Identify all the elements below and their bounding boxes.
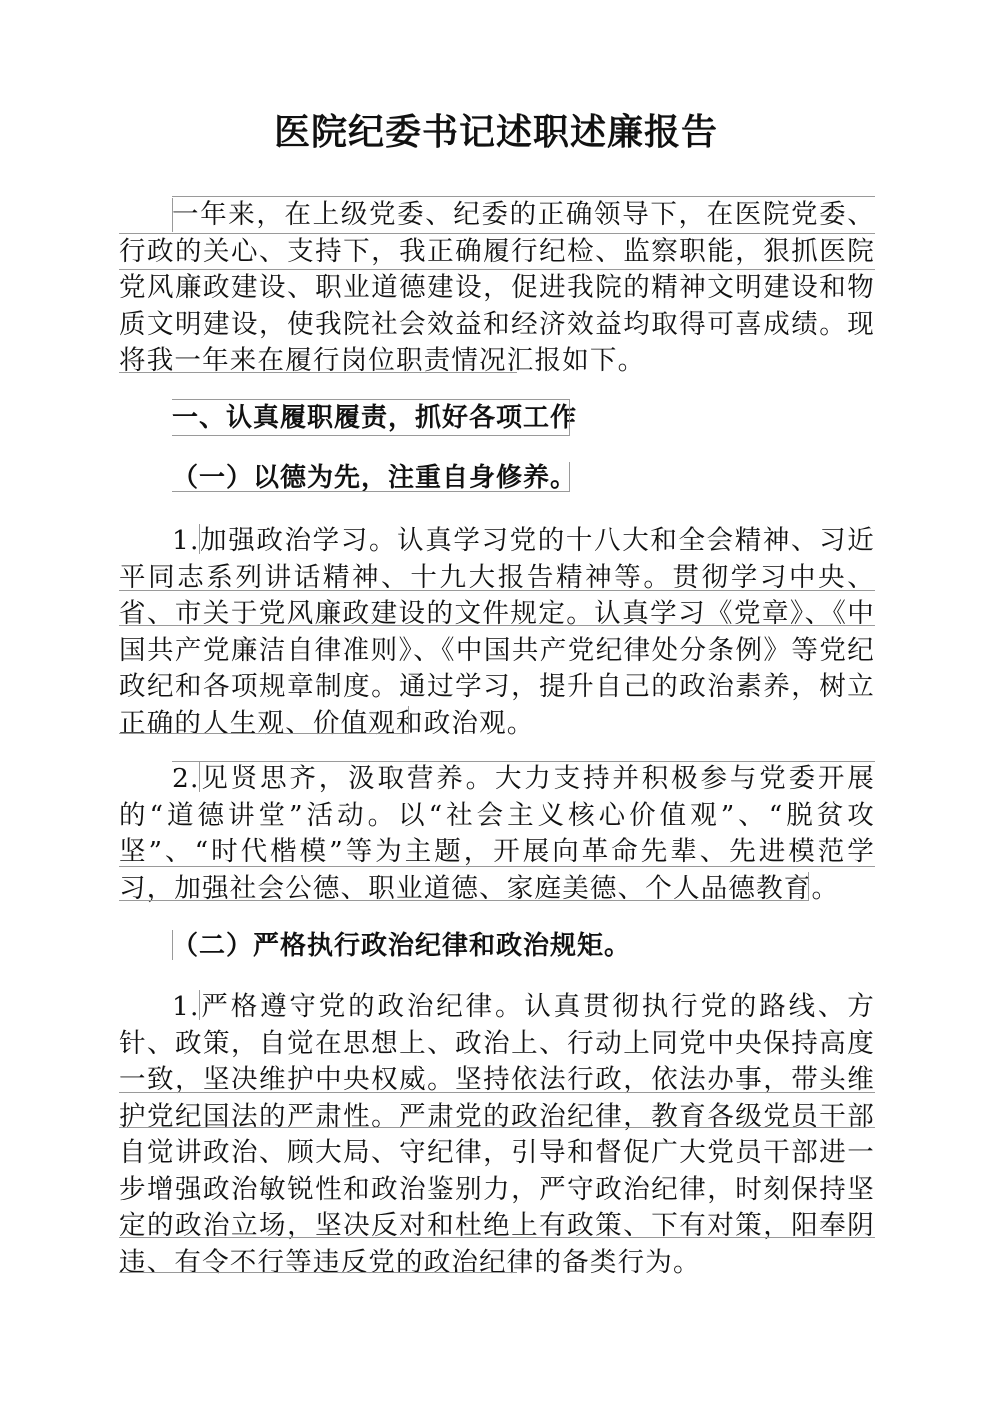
section-heading-1: 一、认真履职履责，抓好各项工作 [172, 403, 578, 433]
rule-line [119, 625, 875, 626]
rule-line [119, 900, 809, 901]
rule-line [119, 733, 409, 734]
rule-line [119, 269, 875, 270]
rule-line [172, 198, 173, 232]
rule-line [172, 399, 570, 400]
subsection-1-item-2: 2.见贤思齐，汲取营养。大力支持并积极参与党委开展的“道德讲堂”活动。以“社会主义核心价值观”、“脱贫攻坚”、“时代楷模”等为主题，开展向革命先辈、先进模范学习，加强社会公德、职业道德、家庭美德、个人品德教育。 [119, 763, 875, 904]
subsection-2-item-1: 1.严格遵守党的政治纪律。认真贯彻执行党的路线、方针、政策，自觉在思想上、政治上、行动上同党中央保持高度一致，坚决维护中央权威。坚持依法行政，依法办事，带头维护党纪国法的严肃性。严肃党的政治纪律，教育各级党员干部自觉讲政治、顾大局、守纪律，引导和督促广大党员干部进一步增强政治敏锐性和政治鉴别力，严守政治纪律，时刻保持坚定的政治立场，坚决反对和杜绝上有政策、下有对策，阳奉阴违、有令不行等违反党的政治纪律的备类行为。 [119, 991, 875, 1278]
rule-line [569, 400, 570, 435]
rule-line [172, 491, 570, 492]
rule-line [172, 930, 173, 960]
rule-line [199, 524, 200, 554]
rule-line [172, 761, 875, 762]
rule-line [119, 1127, 875, 1128]
rule-line [119, 233, 875, 234]
document-title: 医院纪委书记述职述廉报告 [273, 111, 718, 153]
subsection-heading-1: （一）以德为先，注重自身修养。 [172, 463, 578, 493]
intro-paragraph: 一年来，在上级党委、纪委的正确领导下，在医院党委、行政的关心、支持下，我正确履行纪检、监察职能，狠抓医院党风廉政建设、职业道德建设，促进我院的精神文明建设和物质文明建设，使我院社会效益和经济效益均取得可喜成绩。现将我一年来在履行岗位职责情况汇报如下。 [119, 199, 875, 376]
subsection-1-item-1: 1.加强政治学习。认真学习党的十八大和全会精神、习近平同志系列讲话精神、十九大报告精神等。贯彻学习中央、省、市关于党风廉政建设的文件规定。认真学习《党章》、《中国共产党廉洁自律准则》、《中国共产党纪律处分条例》等党纪政纪和各项规章制度。通过学习，提升自己的政治素养，树立正确的人生观、价值观和政治观。 [119, 525, 875, 739]
rule-line [199, 990, 200, 1020]
subsection-heading-2: （二）严格执行政治纪律和政治规矩。 [172, 931, 632, 961]
rule-line [808, 872, 809, 900]
rule-line [119, 590, 875, 591]
rule-line [172, 435, 570, 436]
rule-line [408, 706, 409, 733]
rule-line [119, 372, 517, 373]
rule-line [199, 762, 200, 792]
rule-line [119, 1237, 875, 1238]
rule-line [119, 866, 875, 867]
rule-line [119, 1272, 517, 1273]
rule-line [569, 462, 570, 491]
rule-line [172, 196, 875, 197]
rule-line [119, 1092, 875, 1093]
